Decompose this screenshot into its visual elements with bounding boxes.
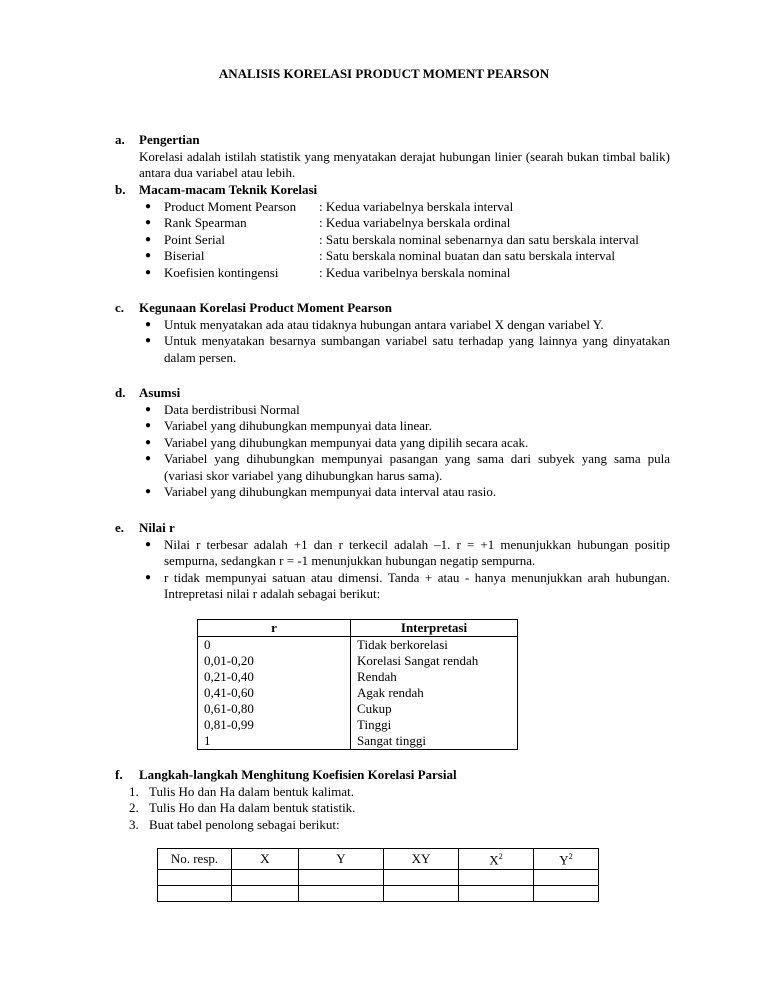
section-pengertian (115, 132, 670, 182)
section-heading: Asumsi (139, 385, 181, 400)
list-item: ● Data berdistribusi Normal (139, 402, 670, 419)
section-letter: d. (115, 385, 126, 400)
bullet-icon: ● (145, 436, 152, 448)
technique-list (139, 199, 670, 282)
bullet-icon: ● (145, 233, 152, 245)
bullet-icon: ● (145, 318, 152, 330)
bullet-icon: ● (145, 335, 152, 346)
column-header: Y (299, 849, 384, 870)
section-kegunaan (115, 300, 670, 366)
table-row: 0,61-0,80 Cukup (198, 701, 518, 717)
section-heading: Langkah-langkah Menghitung Koefisien Korelasi Parsial (139, 767, 457, 782)
section-heading: Kegunaan Korelasi Product Moment Pearson (139, 300, 393, 315)
bullet-icon: ● (145, 420, 152, 431)
table-row: 0,41-0,60 Agak rendah (198, 685, 518, 701)
list-item: ● Variabel yang dihubungkan mempunyai data interval atau rasio. (139, 484, 670, 501)
list-item: 1. Tulis Ho dan Ha dalam bentuk kalimat. (129, 783, 354, 799)
table-row: 0,81-0,99 Tinggi (198, 717, 518, 733)
table-row: 0 Tidak berkorelasi (198, 637, 518, 654)
list-item: ● Variabel yang dihubungkan mempunyai data linear. (139, 418, 670, 435)
bullet-icon: ● (145, 571, 152, 583)
paragraph: Korelasi adalah istilah statistik yang menyatakan derajat hubungan linier (searah bukan timbal balik) antara dua variabel atau lebih. (139, 148, 670, 180)
list-item: ● Untuk menyatakan besarnya sumbangan variabel satu terhadap yang lainnya yang dinyatakan dalam persen. (139, 333, 670, 366)
list-item: ● Product Moment Pearson : Kedua variabelnya berskala interval (139, 199, 670, 216)
page-title: ANALISIS KORELASI PRODUCT MOMENT PEARSON (218, 66, 550, 81)
section-nilai-r (115, 520, 670, 603)
column-header: No. resp. (158, 849, 232, 870)
column-header: $Y^2$ (534, 849, 599, 870)
section-letter: f. (115, 767, 123, 782)
bullet-icon: ● (145, 266, 152, 278)
table-row: 0,21-0,40 Rendah (198, 669, 518, 685)
bullet-icon: ● (145, 453, 152, 464)
usage-list (139, 317, 670, 367)
bullet-icon: ● (145, 403, 152, 415)
section-langkah (115, 767, 670, 833)
section-teknik-korelasi (115, 182, 670, 281)
assumption-list (139, 402, 670, 501)
table-row (158, 869, 599, 885)
steps-list (129, 784, 670, 834)
list-item: ● Untuk menyatakan ada atau tidaknya hubungan antara variabel X dengan variabel Y. (139, 317, 670, 334)
list-item: ● Rank Spearman : Kedua variabelnya berskala ordinal (139, 215, 670, 232)
list-item: 3. Buat tabel penolong sebagai berikut: (129, 816, 340, 832)
section-letter: e. (115, 520, 125, 535)
bullet-icon: ● (145, 486, 152, 497)
r-value-list (139, 537, 670, 603)
table-header-row (198, 620, 518, 637)
section-heading: Nilai r (139, 520, 175, 535)
section-letter: b. (115, 182, 126, 197)
list-item: ● Point Serial : Satu berskala nominal sebenarnya dan satu berskala interval (139, 232, 670, 249)
helper-table (157, 848, 599, 902)
table-row (158, 885, 599, 901)
interpretation-table (197, 619, 518, 750)
list-item: ● Koefisien kontingensi : Kedua varibelnya berskala nominal (139, 265, 670, 282)
bullet-icon: ● (145, 538, 152, 550)
bullet-icon: ● (145, 200, 152, 212)
table-row: 0,01-0,20 Korelasi Sangat rendah (198, 653, 518, 669)
list-item: ● Variabel yang dihubungkan mempunyai pasangan yang sama dari subyek yang sama pula (variasi skor variabel yang dihubungkan harus sama). (139, 451, 670, 484)
section-letter: c. (115, 300, 125, 315)
bullet-icon: ● (145, 217, 152, 228)
list-item: ● r tidak mempunyai satuan atau dimensi. Tanda + atau - hanya menunjukkan arah hubungan. Intrepretasi nilai r adalah sebagai berikut: (139, 570, 670, 603)
column-header: X (232, 849, 299, 870)
bullet-icon: ● (145, 250, 152, 261)
column-header: r (198, 620, 351, 637)
section-heading: Macam-macam Teknik Korelasi (139, 182, 318, 197)
section-asumsi (115, 385, 670, 501)
column-header: XY (384, 849, 459, 870)
list-item: 2. Tulis Ho dan Ha dalam bentuk statistik. (129, 800, 356, 815)
section-heading: Pengertian (139, 132, 200, 147)
table-header-row (158, 849, 599, 870)
list-item: ● Biserial : Satu berskala nominal buatan dan satu berskala interval (139, 248, 670, 265)
table-row: 1 Sangat tinggi (198, 733, 518, 750)
list-item: ● Nilai r terbesar adalah +1 dan r terkecil adalah –1. r = +1 menunjukkan hubungan positip sempurna, sedangkan r = -1 menunjukkan hubungan negatip sempurna. (139, 537, 670, 570)
column-header: Interpretasi (351, 620, 518, 637)
column-header: $X^2$ (459, 849, 534, 870)
section-letter: a. (115, 132, 125, 147)
list-item: ● Variabel yang dihubungkan mempunyai data yang dipilih secara acak. (139, 435, 670, 452)
